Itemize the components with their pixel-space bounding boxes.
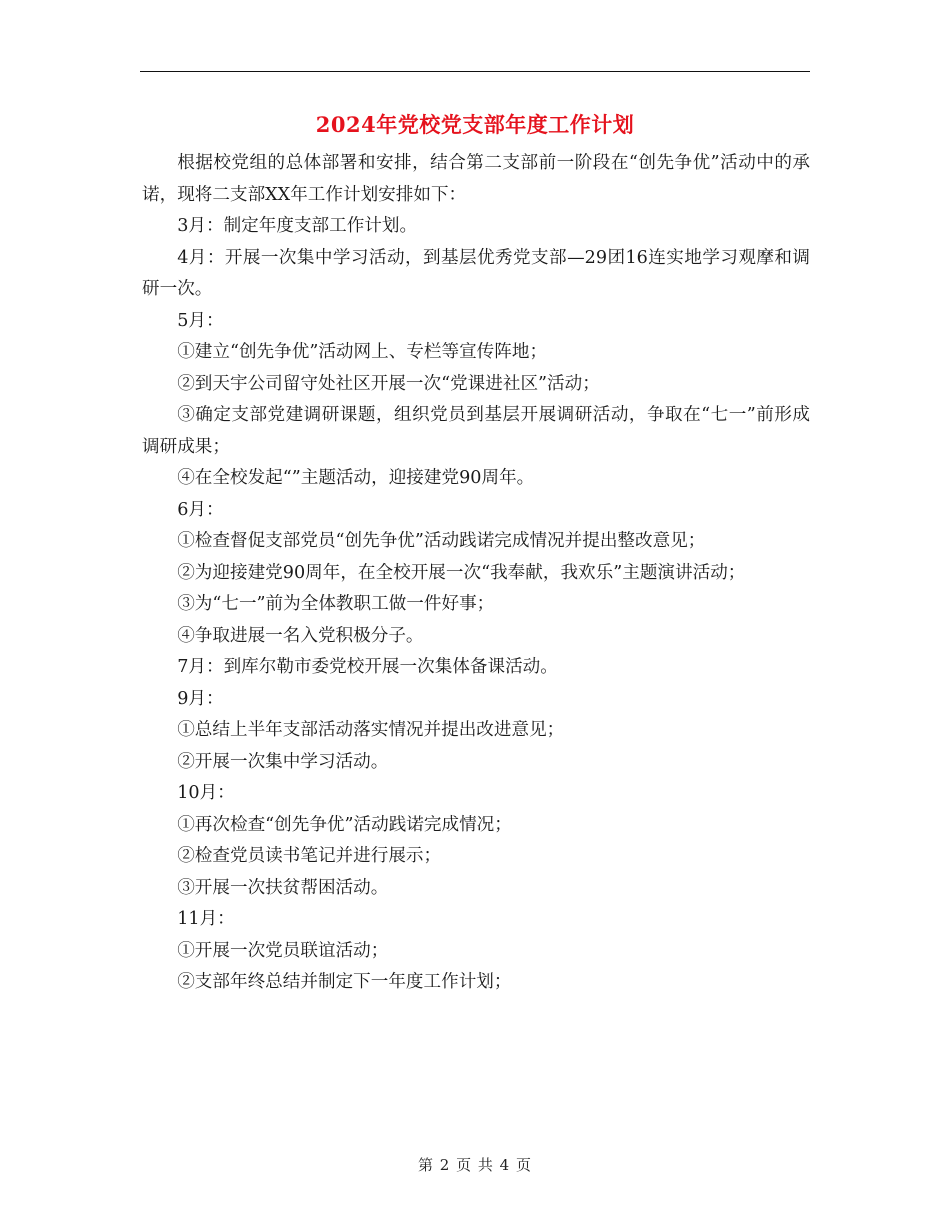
paragraph-may-item-4: ④在全校发起“”主题活动，迎接建党90周年。 <box>177 468 535 488</box>
paragraph-november-item-1: ①开展一次党员联谊活动； <box>177 940 389 961</box>
paragraph-june-heading: 6月： <box>177 499 224 520</box>
document-body <box>142 148 810 999</box>
paragraph-march: 3月：制定年度支部工作计划。 <box>177 216 418 236</box>
paragraph-october-heading: 10月： <box>177 783 235 803</box>
paragraph-may-item-1: ①建立“创先争优”活动网上、专栏等宣传阵地； <box>177 342 548 362</box>
paragraph-june-item-2: ②为迎接建党90周年，在全校开展一次“我奉献，我欢乐”主题演讲活动； <box>177 562 746 583</box>
paragraph-may-item-2: ②到天宇公司留守处社区开展一次“党课进社区”活动； <box>177 373 600 394</box>
paragraph-october-item-3: ③开展一次扶贫帮困活动。 <box>177 877 389 898</box>
paragraph-october-item-1: ①再次检查“创先争优”活动践诺完成情况； <box>177 814 512 835</box>
paragraph-june-item-1: ①检查督促支部党员“创先争优”活动践诺完成情况并提出整改意见； <box>177 531 706 551</box>
paragraph-november-item-2: ②支部年终总结并制定下一年度工作计划； <box>177 972 512 992</box>
paragraph-intro: 根据校党组的总体部署和安排，结合第二支部前一阶段在“创先争优”活动中的承诺，现将二支部XX年工作计划安排如下： <box>142 153 810 205</box>
paragraph-september-heading: 9月： <box>177 688 224 709</box>
paragraph-june-item-3: ③为“七一”前为全体教职工做一件好事； <box>177 594 495 614</box>
page-number-footer: 第 2 页 共 4 页 <box>418 1156 532 1174</box>
header-rule <box>140 71 810 72</box>
paragraph-june-item-4: ④争取进展一名入党积极分子。 <box>177 625 424 646</box>
document-title: 2024年党校党支部年度工作计划 <box>315 112 635 137</box>
paragraph-april: 4月：开展一次集中学习活动，到基层优秀党支部—29团16连实地学习观摩和调研一次。 <box>142 247 810 299</box>
paragraph-november-heading: 11月： <box>177 909 235 929</box>
paragraph-may-heading: 5月： <box>177 310 224 331</box>
paragraph-september-item-1: ①总结上半年支部活动落实情况并提出改进意见； <box>177 720 565 740</box>
paragraph-may-item-3: ③确定支部党建调研课题，组织党员到基层开展调研活动，争取在“七一”前形成调研成果； <box>142 405 810 457</box>
paragraph-october-item-2: ②检查党员读书笔记并进行展示； <box>177 846 442 866</box>
paragraph-july: 7月：到库尔勒市委党校开展一次集体备课活动。 <box>177 657 558 677</box>
paragraph-september-item-2: ②开展一次集中学习活动。 <box>177 751 389 772</box>
